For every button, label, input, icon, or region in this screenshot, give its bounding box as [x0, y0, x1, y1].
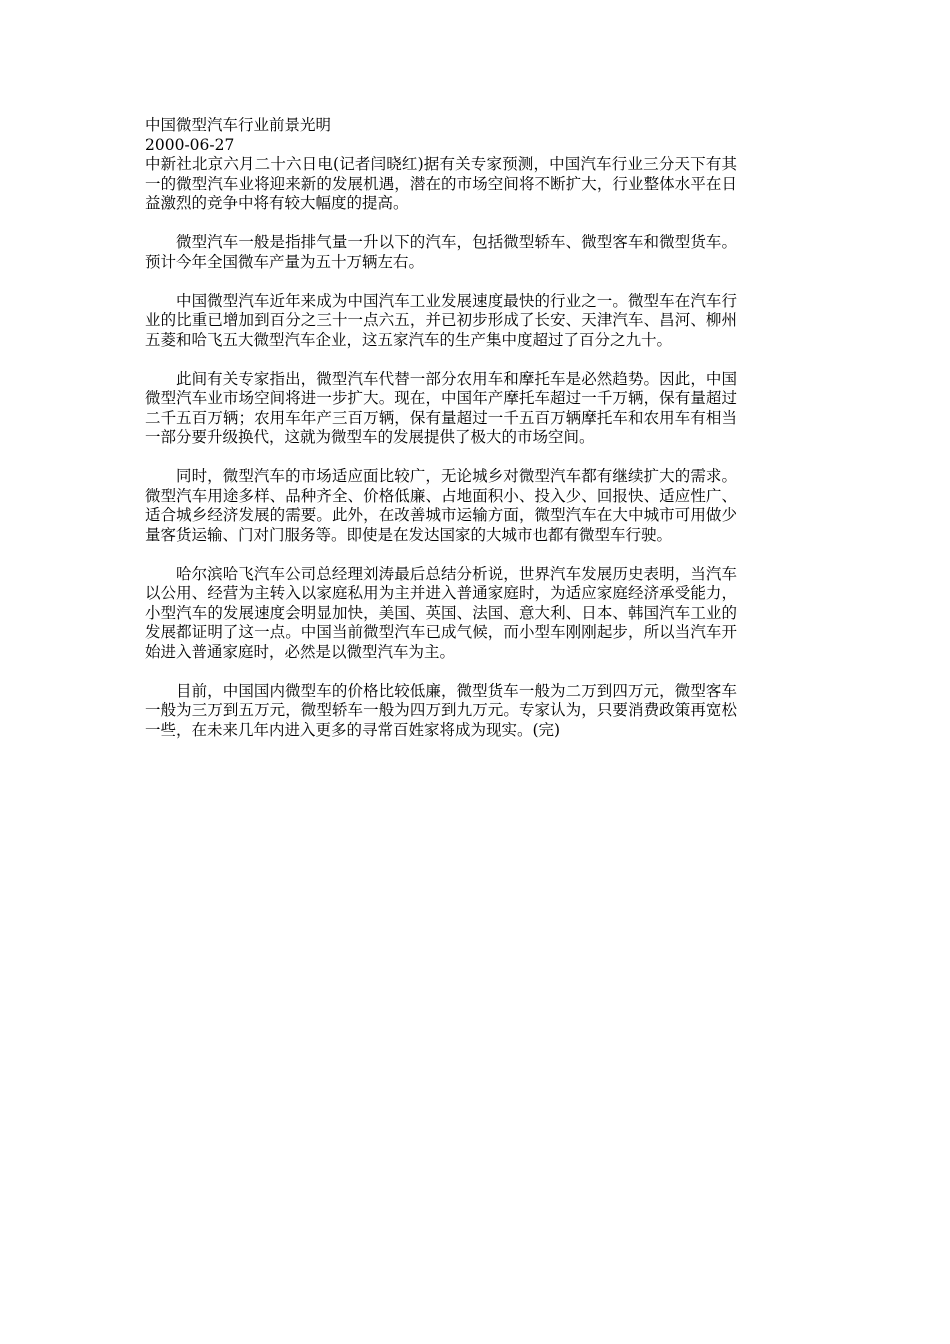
article-paragraph: 中国微型汽车近年来成为中国汽车工业发展速度最快的行业之一。微型车在汽车行业的比重已增加到百分之三十一点六五，并已初步形成了长安、天津汽车、昌河、柳州五菱和哈飞五大微型汽车企业，这五家汽车的生产集中度超过了百分之九十。 — [145, 291, 737, 349]
article-paragraph: 目前，中国国内微型车的价格比较低廉，微型货车一般为二万到四万元，微型客车一般为三万到五万元，微型轿车一般为四万到九万元。专家认为，只要消费政策再宽松一些，在未来几年内进入更多的寻常百姓家将成为现实。(完) — [145, 681, 737, 739]
article-paragraph: 哈尔滨哈飞汽车公司总经理刘涛最后总结分析说，世界汽车发展历史表明，当汽车以公用、经营为主转入以家庭私用为主并进入普通家庭时，为适应家庭经济承受能力，小型汽车的发展速度会明显加快，美国、英国、法国、意大利、日本、韩国汽车工业的发展都证明了这一点。中国当前微型汽车已成气候，而小型车刚刚起步，所以当汽车开始进入普通家庭时，必然是以微型汽车为主。 — [145, 564, 737, 661]
article-date: 2000-06-27 — [145, 135, 235, 154]
article-paragraph: 中新社北京六月二十六日电(记者闫晓红)据有关专家预测，中国汽车行业三分天下有其一的微型汽车业将迎来新的发展机遇，潜在的市场空间将不断扩大，行业整体水平在日益激烈的竞争中将有较大幅度的提高。 — [145, 155, 737, 212]
article-paragraph: 同时，微型汽车的市场适应面比较广，无论城乡对微型汽车都有继续扩大的需求。微型汽车用途多样、品种齐全、价格低廉、占地面积小、投入少、回报快、适应性广、适合城乡经济发展的需要。此外，在改善城市运输方面，微型汽车在大中城市可用做少量客货运输、门对门服务等。即使是在发达国家的大城市也都有微型车行驶。 — [145, 467, 737, 544]
article-paragraph: 此间有关专家指出，微型汽车代替一部分农用车和摩托车是必然趋势。因此，中国微型汽车业市场空间将进一步扩大。现在，中国年产摩托车超过一千万辆，保有量超过二千五百万辆；农用车年产三百万辆，保有量超过一千五百万辆摩托车和农用车有相当一部分要升级换代，这就为微型车的发展提供了极大的市场空间。 — [145, 369, 737, 446]
article — [145, 116, 737, 760]
article-paragraph: 微型汽车一般是指排气量一升以下的汽车，包括微型轿车、微型客车和微型货车。预计今年全国微车产量为五十万辆左右。 — [145, 233, 737, 271]
article-title: 中国微型汽车行业前景光明 — [145, 116, 332, 134]
